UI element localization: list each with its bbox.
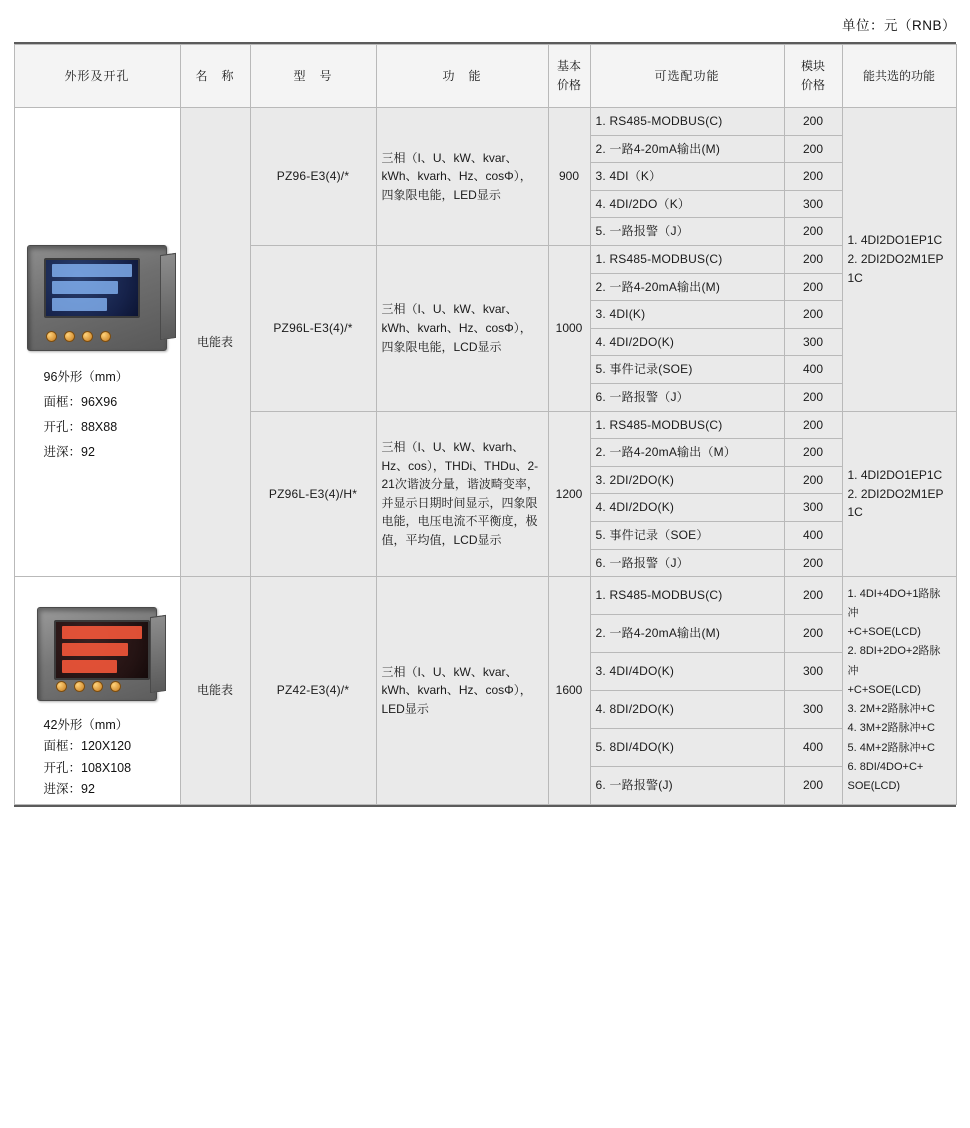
product-name-42: 电能表 xyxy=(180,577,250,805)
dim-line: 进深：92 xyxy=(43,445,95,460)
dim-line: 面框：120X120 xyxy=(43,739,132,754)
shared-line: 1C xyxy=(847,270,863,285)
col-header-base-price: 基本 价格 xyxy=(548,45,590,108)
option-item: 4. 4DI/2DO(K) xyxy=(590,328,784,356)
function-pz96l-e3: 三相（I、U、kW、kvar、kWh、kvarh、Hz、cosΦ），四象限电能，LCD显示 xyxy=(376,245,548,411)
col-header-name: 名 称 xyxy=(180,45,250,108)
option-item: 2. 一路4-20mA输出(M) xyxy=(590,273,784,301)
option-price: 200 xyxy=(784,439,842,467)
option-price: 200 xyxy=(784,615,842,653)
display-line-1 xyxy=(62,626,142,639)
option-item: 4. 4DI/2DO（K） xyxy=(590,190,784,218)
table-body xyxy=(14,108,956,805)
option-item: 2. 一路4-20mA输出（M） xyxy=(590,439,784,467)
dim-line: 进深：92 xyxy=(43,781,95,796)
option-price: 300 xyxy=(784,653,842,691)
option-price: 200 xyxy=(784,301,842,329)
shape-cell-42 xyxy=(14,577,180,805)
button-dot xyxy=(46,331,57,342)
dim-line: 开孔：88X88 xyxy=(43,420,118,435)
col-header-options: 可选配功能 xyxy=(590,45,784,108)
option-price: 400 xyxy=(784,356,842,384)
unit-note: 单位：元（RNB） xyxy=(841,18,956,33)
option-item: 5. 事件记录(SOE) xyxy=(590,356,784,384)
shared-line: 5. 4M+2路脉冲+C xyxy=(847,741,935,754)
option-price: 200 xyxy=(784,411,842,439)
option-price: 400 xyxy=(784,521,842,549)
option-price: 200 xyxy=(784,383,842,411)
table-head xyxy=(14,45,956,108)
dimensions-96 xyxy=(20,365,175,465)
base-price-pz96l-e3: 1000 xyxy=(548,245,590,411)
base-price-pz96-e3: 900 xyxy=(548,108,590,246)
option-price: 200 xyxy=(784,135,842,163)
option-price: 300 xyxy=(784,494,842,522)
option-item: 5. 8DI/4DO(K) xyxy=(590,729,784,767)
option-item: 1. RS485-MODBUS(C) xyxy=(590,245,784,273)
option-item: 6. 一路报警(J) xyxy=(590,767,784,805)
meter-buttons xyxy=(56,681,121,692)
model-pz96-e3: PZ96-E3(4)/* xyxy=(250,108,376,246)
display-line-2 xyxy=(62,643,128,656)
model-pz96l-e3: PZ96L-E3(4)/* xyxy=(250,245,376,411)
option-item: 5. 一路报警（J） xyxy=(590,218,784,246)
shared-line: 1. 4DI+4DO+1路脉冲 xyxy=(847,587,941,619)
meter-side-bracket xyxy=(160,253,176,340)
dim-line: 开孔：108X108 xyxy=(43,760,132,775)
option-price: 300 xyxy=(784,190,842,218)
button-dot xyxy=(56,681,67,692)
function-pz42-e3: 三相（I、U、kW、kvar、kWh、kvarh、Hz、cosΦ），LED显示 xyxy=(376,577,548,805)
col-header-module-price: 模块 价格 xyxy=(784,45,842,108)
option-item: 6. 一路报警（J） xyxy=(590,383,784,411)
shared-functions-block-3 xyxy=(842,577,956,805)
shared-line: 1. 4DI2DO1EP1C xyxy=(847,233,943,248)
col-header-model: 型 号 xyxy=(250,45,376,108)
button-dot xyxy=(100,331,111,342)
option-item: 2. 一路4-20mA输出(M) xyxy=(590,135,784,163)
shared-line: 4. 3M+2路脉冲+C xyxy=(847,722,935,735)
shared-functions-block-1 xyxy=(842,108,956,412)
shared-line: +C+SOE(LCD) xyxy=(847,626,921,639)
col-header-function: 功 能 xyxy=(376,45,548,108)
shared-line: 1C xyxy=(847,505,863,520)
button-dot xyxy=(64,331,75,342)
table-bottom-rule xyxy=(14,805,956,807)
table-row xyxy=(14,577,956,615)
option-item: 3. 2DI/2DO(K) xyxy=(590,466,784,494)
option-price: 200 xyxy=(784,466,842,494)
display-line-2 xyxy=(52,281,118,294)
col-header-shape: 外形及开孔 xyxy=(14,45,180,108)
option-item: 2. 一路4-20mA输出(M) xyxy=(590,615,784,653)
dimensions-42 xyxy=(20,715,175,800)
shared-line: +C+SOE(LCD) xyxy=(847,683,921,696)
option-price: 200 xyxy=(784,767,842,805)
model-pz42-e3: PZ42-E3(4)/* xyxy=(250,577,376,805)
function-pz96l-e3-h: 三相（I、U、kW、kvarh、Hz、cos），THDi、THDu、2-21次谐波分量，谐波畸变率，并显示日期时间显示，四象限电能，电压电流不平衡度，极值，平均值，LCD显示 xyxy=(376,411,548,577)
shared-line: 3. 2M+2路脉冲+C xyxy=(847,703,935,716)
option-price: 300 xyxy=(784,328,842,356)
dim-line: 42外形（mm） xyxy=(43,718,129,733)
model-pz96l-e3-h: PZ96L-E3(4)/H* xyxy=(250,411,376,577)
option-item: 5. 事件记录（SOE） xyxy=(590,521,784,549)
option-price: 400 xyxy=(784,729,842,767)
meter-42-led-photo xyxy=(37,607,157,701)
shared-functions-block-2 xyxy=(842,411,956,577)
display-line-1 xyxy=(52,264,132,277)
shared-line: 2. 2DI2DO2M1EP xyxy=(847,251,944,266)
option-price: 200 xyxy=(784,577,842,615)
product-spec-table xyxy=(14,44,957,805)
option-price: 200 xyxy=(784,108,842,136)
option-item: 1. RS485-MODBUS(C) xyxy=(590,577,784,615)
dim-line: 96外形（mm） xyxy=(43,370,129,385)
button-dot xyxy=(92,681,103,692)
table-row xyxy=(14,108,956,136)
option-item: 4. 4DI/2DO(K) xyxy=(590,494,784,522)
button-dot xyxy=(74,681,85,692)
option-price: 200 xyxy=(784,218,842,246)
option-item: 3. 4DI（K） xyxy=(590,163,784,191)
dim-line: 面框：96X96 xyxy=(43,395,118,410)
product-name-96: 电能表 xyxy=(180,108,250,577)
shared-line: 1. 4DI2DO1EP1C xyxy=(847,467,943,482)
option-price: 200 xyxy=(784,273,842,301)
option-price: 300 xyxy=(784,691,842,729)
display-line-3 xyxy=(62,660,117,673)
function-pz96-e3: 三相（I、U、kW、kvar、kWh、kvarh、Hz、cosΦ），四象限电能，LED显示 xyxy=(376,108,548,246)
shape-cell-96 xyxy=(14,108,180,577)
option-item: 4. 8DI/2DO(K) xyxy=(590,691,784,729)
option-item: 1. RS485-MODBUS(C) xyxy=(590,108,784,136)
option-price: 200 xyxy=(784,549,842,577)
col-header-shared-functions: 能共选的功能 xyxy=(842,45,956,108)
header-row xyxy=(14,45,956,108)
option-item: 3. 4DI(K) xyxy=(590,301,784,329)
option-price: 200 xyxy=(784,163,842,191)
shared-line: 2. 8DI+2DO+2路脉冲 xyxy=(847,645,941,677)
meter-display xyxy=(54,620,150,680)
button-dot xyxy=(110,681,121,692)
base-price-pz42-e3: 1600 xyxy=(548,577,590,805)
meter-display xyxy=(44,258,140,318)
button-dot xyxy=(82,331,93,342)
option-item: 3. 4DI/4DO(K) xyxy=(590,653,784,691)
option-price: 200 xyxy=(784,245,842,273)
meter-buttons xyxy=(46,331,111,342)
shared-line: SOE(LCD) xyxy=(847,780,901,793)
base-price-pz96l-e3-h: 1200 xyxy=(548,411,590,577)
meter-side-bracket xyxy=(150,615,166,693)
shared-line: 6. 8DI/4DO+C+ xyxy=(847,760,924,773)
shared-line: 2. 2DI2DO2M1EP xyxy=(847,486,944,501)
option-item: 6. 一路报警（J） xyxy=(590,549,784,577)
option-item: 1. RS485-MODBUS(C) xyxy=(590,411,784,439)
display-line-3 xyxy=(52,298,107,311)
meter-96-lcd-photo xyxy=(27,245,167,351)
